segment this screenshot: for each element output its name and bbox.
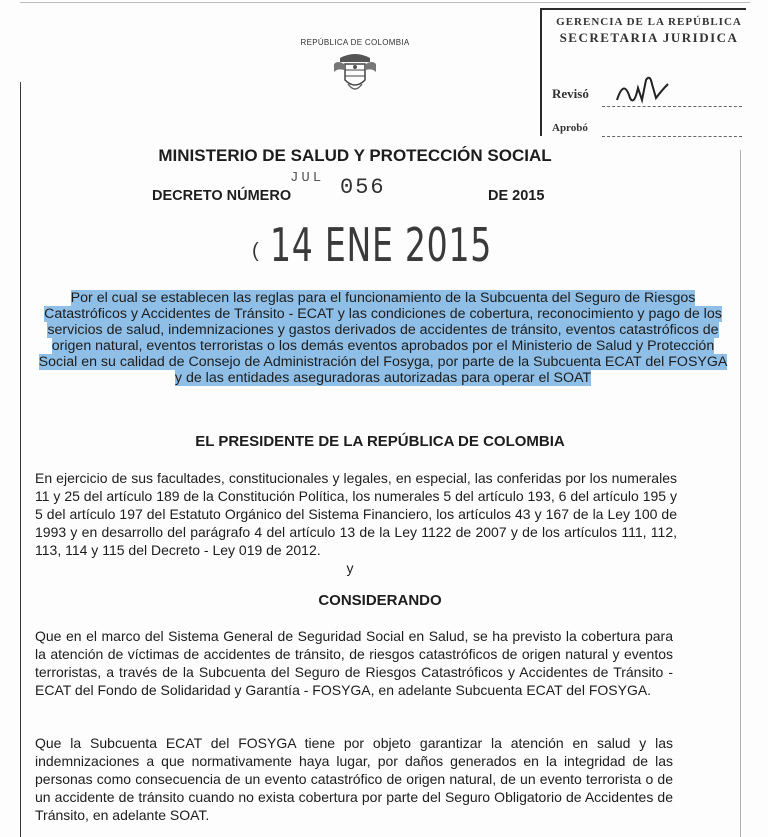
stamp-revision-label: Revisó (552, 86, 589, 101)
stamp-line-2: SECRETARIA JURIDICA (559, 30, 739, 45)
ministry-title: MINISTERIO DE SALUD Y PROTECCIÓN SOCIAL (158, 146, 552, 165)
decree-handwritten-mark: JUL (290, 170, 325, 186)
legal-review-stamp (540, 8, 746, 136)
decree-year: DE 2015 (488, 188, 545, 204)
decree-label: DECRETO NÚMERO (152, 188, 292, 204)
date-stamp: 14 ENE 2015 (270, 218, 493, 272)
decree-number: 056 (340, 175, 386, 200)
page-right-border (740, 150, 741, 837)
stamp-line-1: GERENCIA DE LA REPÚBLICA (556, 16, 742, 28)
considerando-heading: CONSIDERANDO (318, 592, 442, 609)
preamble-text: En ejercicio de sus facultades, constitucionales y legales, en especial, las conferidas por los numerales 11 y 25 del artículo 189 de la Constitución Política, los numerales 5 del artículo 193, 6 del artículo 195 y 5 del artículo 197 del Estatuto Orgánico del Sistema Financiero, los artículos 43 y 167 de la Ley 100 de 1993 y en desarrollo del parágrafo 4 del artículo 13 de la Ley 1122 de 2007 y de los artículos 111, 112, 113, 114 y 115 del Decreto - Ley 019 de 2012. (35, 470, 677, 559)
signature-icon (612, 70, 672, 110)
considerando-paragraph-1: Que en el marco del Sistema General de Seguridad Social en Salud, se ha previsto la cobertura para la atención de víctimas de accidentes de tránsito, de riesgos catastróficos de origen natural y eventos terroristas, a través de la Subcuenta del Seguro de Riesgos Catastróficos y Accidentes de Tránsito - ECAT del Fondo de Solidaridad y Garantía - FOSYGA, en adelante Subcuenta ECAT del FOSYGA. (35, 628, 673, 699)
decree-subject (38, 291, 728, 386)
considerando-paragraph-2: Que la Subcuenta ECAT del FOSYGA tiene por objeto garantizar la atención en salud y las indemnizaciones a que normativamente haya lugar, por daños generados en la integridad de las personas como consecuencia de un evento catastrófico de origen natural, de un evento terrorista o de un accidente de tránsito cuando no exista cobertura por parte del Seguro Obligatorio de Accidentes de Tránsito, en adelante SOAT. (35, 735, 673, 824)
page-left-border (20, 82, 21, 837)
preamble-paragraph (35, 469, 677, 578)
stamp-approval-label: Aprobó (552, 122, 588, 134)
republic-header: REPÚBLICA DE COLOMBIA (300, 38, 410, 47)
page-top-border (20, 2, 750, 3)
stamp-approval-line (602, 136, 742, 137)
president-heading: EL PRESIDENTE DE LA REPÚBLICA DE COLOMBIA (195, 433, 565, 450)
stamp-revision-line (602, 106, 742, 107)
date-paren: ( (252, 240, 259, 262)
coat-of-arms-icon (330, 50, 380, 96)
preamble-end: y (346, 560, 354, 577)
decree-subject-text: Por el cual se establecen las reglas para el funcionamiento de la Subcuenta del Seguro de Riesgos Catastróficos y Accidentes de Tránsito - ECAT y las condiciones de cobertura, reconocimiento y pago de los servicios de salud, indemnizaciones y gastos derivados de accidentes de tránsito, eventos catastróficos de origen natural, eventos terroristas o los demás eventos aprobados por el Ministerio de Salud y Protección Social en su calidad de Consejo de Administración del Fosyga, por parte de la Subcuenta ECAT del FOSYGA y de las entidades aseguradoras autorizadas para operar el SOAT (38, 290, 728, 386)
